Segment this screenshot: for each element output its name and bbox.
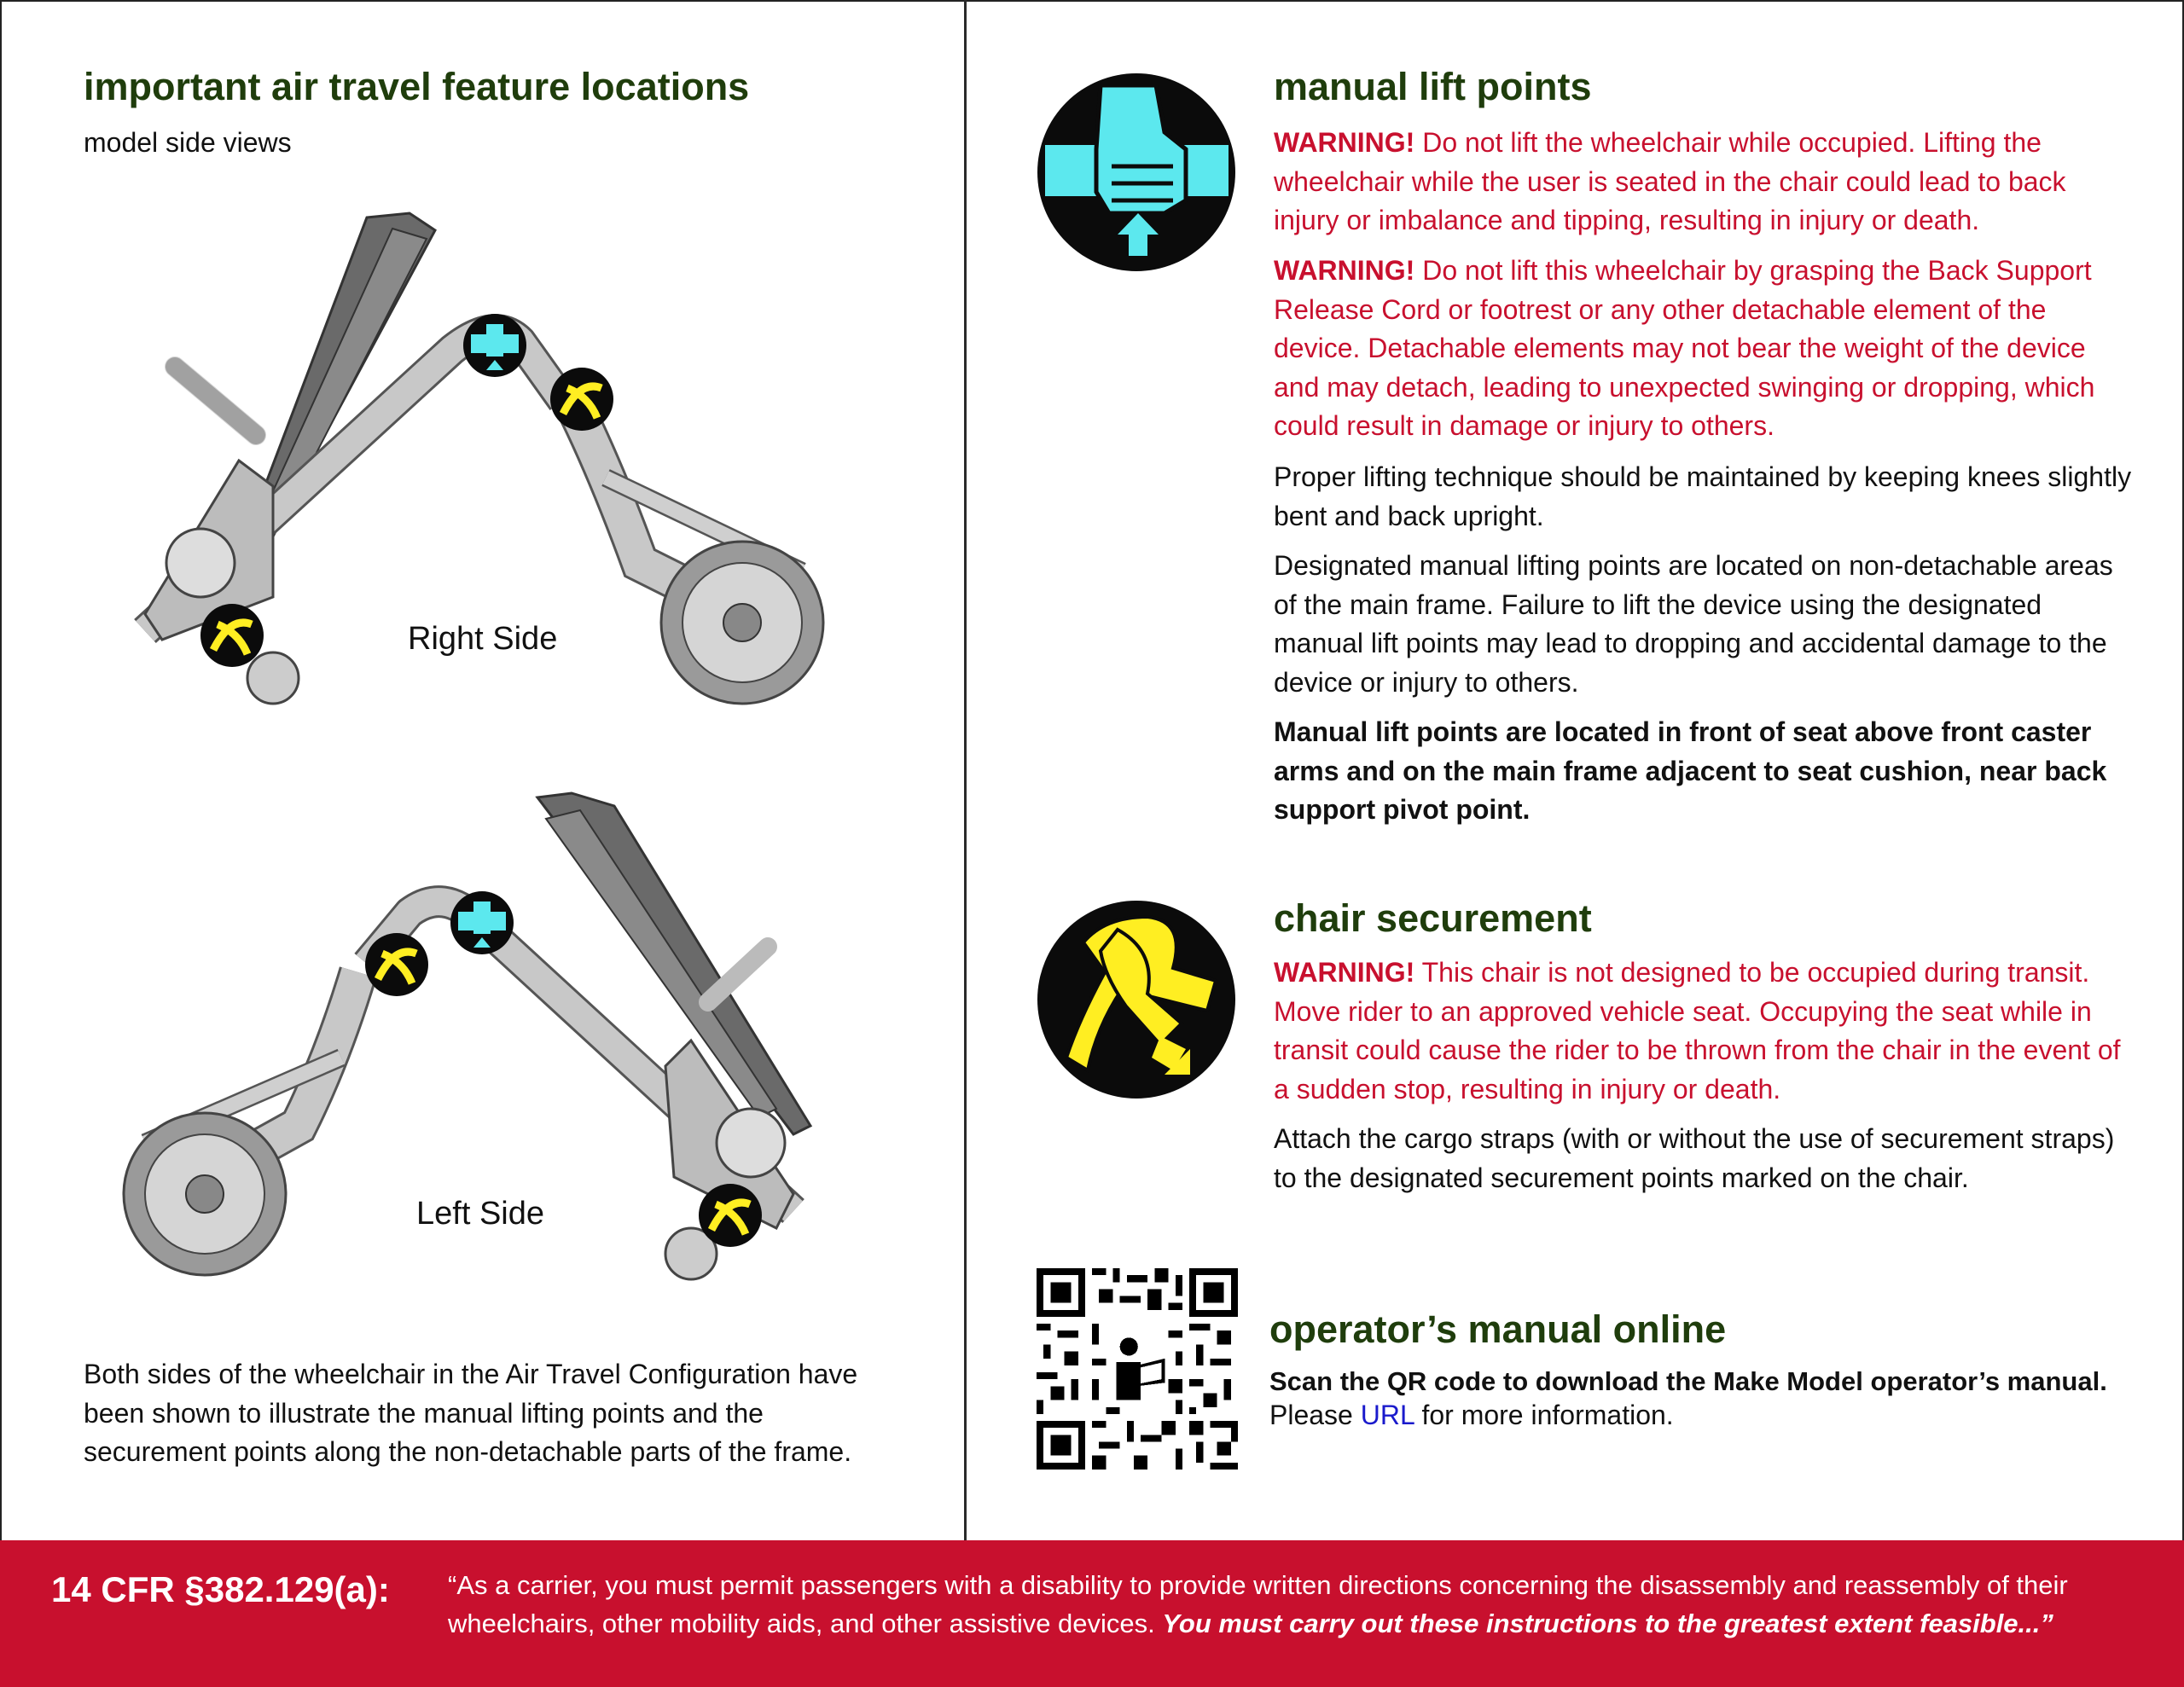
secure-warning bbox=[1274, 954, 2135, 1109]
lift-warning-1-text: Do not lift the wheelchair while occupied. Lifting the wheelchair while the user is seated in the chair could lead to back injury or imbalance and tipping, resulting in injury or death. bbox=[1274, 127, 2066, 235]
lift-para-2: Designated manual lifting points are located on non-detachable areas of the main frame. Failure to lift the device using the designated manual lift points may lead to dropping and accidental damage to the device or injury to others. bbox=[1274, 550, 2113, 698]
regulation-citation: 14 CFR §382.129(a): bbox=[51, 1569, 390, 1609]
quote-emphasis: You must carry out these instructions to the greatest extent feasible...” bbox=[1162, 1609, 2053, 1638]
manual-info-line bbox=[1269, 1396, 2174, 1435]
qr-code-icon bbox=[1037, 1268, 1238, 1470]
regulation-footer bbox=[0, 1540, 2184, 1687]
warning-label: WARNING! bbox=[1274, 957, 1415, 988]
regulation-quote bbox=[448, 1566, 2154, 1643]
strap-securement-icon bbox=[1037, 900, 1237, 1100]
warning-label: WARNING! bbox=[1274, 255, 1415, 286]
lift-warning-1 bbox=[1274, 124, 2135, 241]
column-divider bbox=[964, 0, 967, 1540]
quote-regular: “As a carrier, you must permit passengers with a disability to provide written directions concerning the disassembly and reassembly of their wheelchairs, other mobility aids, and other assistive devices. bbox=[448, 1570, 2068, 1638]
left-description: Both sides of the wheelchair in the Air Travel Configuration have been shown to illustrate the manual lifting points and the securement points along the non-detachable parts of the frame. bbox=[84, 1359, 858, 1467]
lift-para-3: Manual lift points are located in front of seat above front caster arms and on the main frame adjacent to seat cushion, near back support pivot point. bbox=[1274, 716, 2107, 825]
left-title: important air travel feature locations bbox=[84, 65, 750, 108]
lift-warning-2-text: Do not lift this wheelchair by grasping the Back Support Release Cord or footrest or any other detachable element of the device. Detachable elements may not bear the weight of the device and may detach, leading to unexpected swinging or dropping, which could result in damage or injury to others. bbox=[1274, 255, 2095, 441]
right-side-label: Right Side bbox=[408, 621, 558, 657]
lift-title: manual lift points bbox=[1274, 65, 1592, 108]
manual-title: operator’s manual online bbox=[1269, 1307, 1727, 1351]
manual-bold-line: Scan the QR code to download the Make Model operator’s manual. bbox=[1269, 1366, 2107, 1396]
warning-label: WARNING! bbox=[1274, 127, 1415, 158]
lift-para-1: Proper lifting technique should be maintained by keeping knees slightly bent and back upright. bbox=[1274, 461, 2132, 531]
left-subtitle: model side views bbox=[84, 127, 292, 158]
manual-after-url: for more information. bbox=[1414, 1400, 1674, 1430]
secure-warning-text: This chair is not designed to be occupied during transit. Move rider to an approved vehicle seat. Occupying the seat while in transit could cause the rider to be thrown from the chair in the event of a sudden stop, resulting in injury or death. bbox=[1274, 957, 2121, 1104]
manual-url-link[interactable]: URL bbox=[1360, 1400, 1414, 1430]
secure-title: chair securement bbox=[1274, 896, 1592, 940]
secure-para: Attach the cargo straps (with or without the use of securement straps) to the designated securement points marked on the chair. bbox=[1274, 1123, 2115, 1193]
left-side-label: Left Side bbox=[416, 1196, 544, 1232]
hand-lift-icon bbox=[1037, 72, 1237, 273]
lift-warning-2 bbox=[1274, 252, 2135, 446]
manual-please: Please bbox=[1269, 1400, 1361, 1430]
